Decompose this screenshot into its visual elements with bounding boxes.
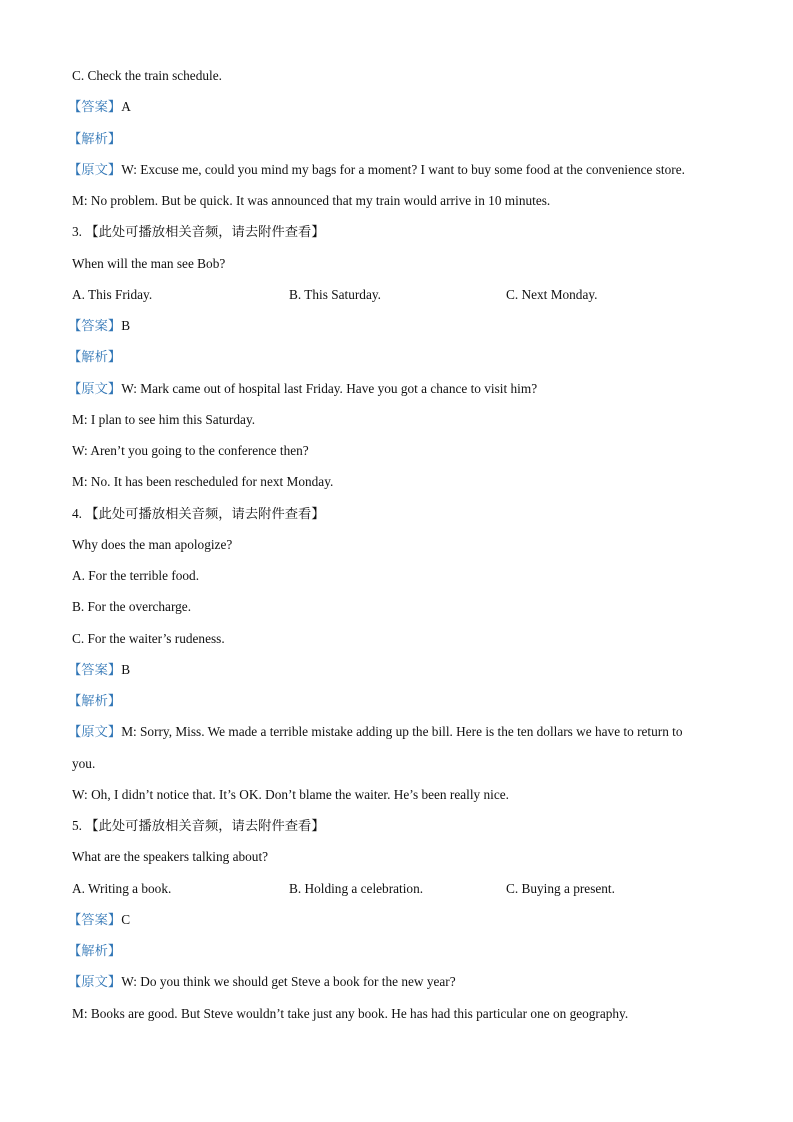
section-tag: 【解析】 <box>68 349 122 365</box>
answer-options <box>72 879 732 910</box>
section-tag: 【原文】 <box>68 380 122 396</box>
text-line <box>68 660 732 691</box>
line-text: 4. 【此处可播放相关音频，请去附件查看】 <box>72 505 325 521</box>
line-text: 5. 【此处可播放相关音频，请去附件查看】 <box>72 818 325 833</box>
text-line <box>72 472 732 503</box>
option-text: A. This Friday. <box>72 286 153 302</box>
text-line <box>72 816 732 847</box>
document-body <box>68 66 732 1035</box>
section-tag: 【原文】 <box>68 974 122 990</box>
text-line <box>68 97 732 128</box>
line-text: 3. 【此处可播放相关音频，请去附件查看】 <box>72 224 325 240</box>
section-tag: 【解析】 <box>68 693 122 708</box>
section-tag: 【原文】 <box>68 724 122 740</box>
line-text: When will the man see Bob? <box>72 255 226 271</box>
line-text: W: Mark came out of hospital last Friday. Have you got a chance to visit him? <box>121 380 538 396</box>
line-text: B <box>121 661 131 677</box>
section-tag: 【答案】 <box>68 318 122 333</box>
text-line <box>72 222 732 253</box>
text-line <box>68 160 732 191</box>
text-line <box>68 910 732 941</box>
text-line <box>68 347 732 378</box>
line-text: A. For the terrible food. <box>72 568 200 583</box>
section-tag: 【原文】 <box>68 161 122 177</box>
text-line <box>72 847 732 878</box>
text-line <box>72 535 732 566</box>
line-text: What are the speakers talking about? <box>72 849 269 865</box>
section-tag: 【解析】 <box>68 130 122 146</box>
line-text: M: No problem. But be quick. It was announced that my train would arrive in 10 minutes. <box>72 193 551 208</box>
text-line <box>72 504 732 535</box>
line-text: B <box>121 318 131 333</box>
section-tag: 【解析】 <box>68 943 122 958</box>
option-text: C. Next Monday. <box>506 286 598 302</box>
text-line <box>72 566 732 597</box>
text-line <box>72 629 732 660</box>
line-text: B. For the overcharge. <box>72 599 192 615</box>
text-line <box>68 129 732 160</box>
text-line <box>68 972 732 1003</box>
text-line <box>68 316 732 347</box>
line-text: W: Aren’t you going to the conference then? <box>72 443 309 458</box>
line-text: M: I plan to see him this Saturday. <box>72 411 256 427</box>
section-tag: 【答案】 <box>68 99 122 115</box>
line-text: C <box>121 911 131 927</box>
option-text: B. Holding a celebration. <box>289 880 424 896</box>
option-text: B. This Saturday. <box>289 286 381 302</box>
line-text: Why does the man apologize? <box>72 536 233 552</box>
line-text: M: No. It has been rescheduled for next Monday. <box>72 474 334 490</box>
text-line <box>72 191 732 222</box>
text-line <box>72 66 732 97</box>
text-line <box>72 597 732 628</box>
line-text: W: Excuse me, could you mind my bags for a moment? I want to buy some food at the convenience store. <box>121 161 685 177</box>
line-text: W: Oh, I didn’t notice that. It’s OK. Don’t blame the waiter. He’s been really nice. <box>72 786 509 802</box>
line-text: A <box>121 99 131 115</box>
answer-options <box>72 285 732 316</box>
line-text: M: Books are good. But Steve wouldn’t take just any book. He has had this particular one on geography. <box>72 1005 629 1021</box>
option-text: C. Buying a present. <box>506 880 615 896</box>
line-text: M: Sorry, Miss. We made a terrible mistake adding up the bill. Here is the ten dollars we have to return to <box>121 724 683 740</box>
text-line <box>72 441 732 472</box>
line-text: W: Do you think we should get Steve a book for the new year? <box>121 974 456 990</box>
text-line <box>68 691 732 722</box>
section-tag: 【答案】 <box>68 911 122 927</box>
option-text: A. Writing a book. <box>72 880 172 896</box>
text-line <box>72 254 732 285</box>
line-text: C. Check the train schedule. <box>72 68 222 83</box>
text-line <box>72 785 732 816</box>
section-tag: 【答案】 <box>68 661 122 677</box>
text-line <box>72 1004 732 1035</box>
text-line <box>68 379 732 410</box>
text-line <box>72 754 732 785</box>
line-text: you. <box>72 755 96 771</box>
line-text: C. For the waiter’s rudeness. <box>72 630 225 646</box>
text-line <box>72 410 732 441</box>
text-line <box>68 941 732 972</box>
text-line <box>68 722 732 753</box>
